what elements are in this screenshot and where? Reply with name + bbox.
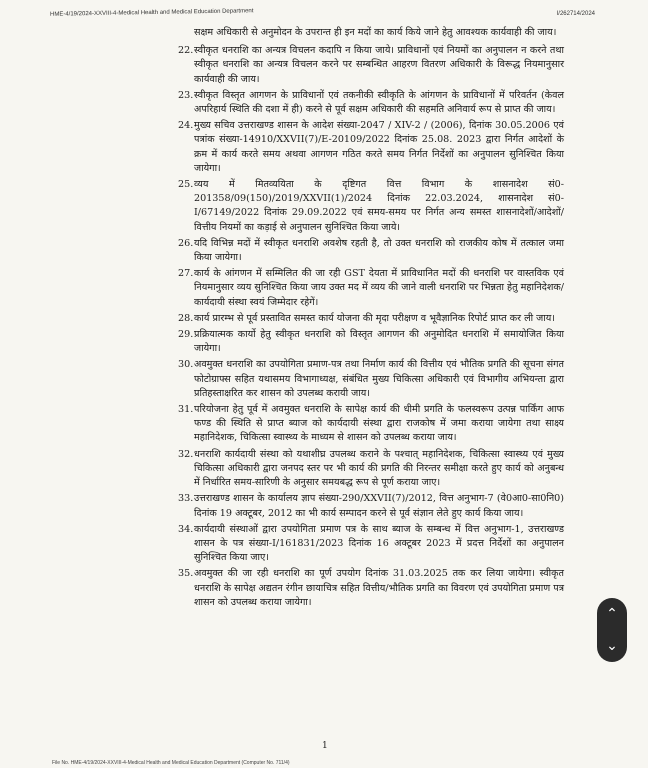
item-number: 22. bbox=[178, 45, 194, 57]
list-item bbox=[178, 492, 564, 520]
item-text: प्रक्रियात्मक कार्यो हेतु स्वीकृत धनराशि को विस्तृत आगणन की अनुमोदित धनराशि में समायोजित किया जायेगा। bbox=[194, 329, 564, 355]
list-item bbox=[178, 237, 564, 265]
item-number: 35. bbox=[178, 568, 194, 580]
item-text: मुख्य सचिव उत्तराखण्ड शासन के आदेश संख्या-2047 / XIV-2 / (2006), दिनांक 30.05.2006 एवं पत्रांक संख्या-14910/XXVII(7)/E-20109/2022 दिनांक 25.08. 2023 द्वारा निर्गत आदेशों के क्रम में कार्य करते समय अथवा आगणन गठित करते समय निर्गत निर्देशों का अनुपालन सुनिश्चित किया जायेगा। bbox=[194, 120, 564, 174]
list-item bbox=[178, 448, 564, 491]
item-number: 24. bbox=[178, 120, 194, 132]
item-text: कार्य प्रारम्भ से पूर्व प्रस्तावित समस्त कार्य योजना की मृदा परीक्षण व भूवैज्ञानिक रिपोर्ट प्राप्त कर ली जाय। bbox=[194, 312, 555, 324]
intro-paragraph: सक्षम अधिकारी से अनुमोदन के उपरान्त ही इन मदों का कार्य किये जाने हेतु आवश्यक कार्यवाही की जाय। bbox=[194, 27, 557, 38]
page-footer: File No. HME-4/19/2024-XXVIII-4-Medical Health and Medical Education Department (Computer No. 711/4) bbox=[52, 760, 290, 766]
item-text: अवमुक्त धनराशि का उपयोगिता प्रमाण-पत्र तथा निर्माण कार्य की वित्तीय एवं भौतिक प्रगति की सूचना संगत फोटोग्राफ्स सहित यथासमय विभागाध्यक्ष, संबंधित मुख्य चिकित्सा अधिकारी एवं विभागीय अभियन्ता द्वारा प्रतिहस्ताक्षरित कर शासन को उपलब्ध करायी जाय। bbox=[194, 359, 564, 399]
item-number: 33. bbox=[178, 493, 194, 505]
list-item bbox=[178, 328, 564, 356]
page-header bbox=[50, 8, 595, 20]
numbered-list bbox=[178, 44, 564, 610]
file-reference: HME-4/19/2024-XXVIII-4-Medical Health and Medical Education Department bbox=[50, 8, 254, 18]
item-text: यदि विभिन्न मदों में स्वीकृत धनराशि अवशेष रहती है, तो उक्त धनराशि को राजकीय कोष में तत्काल जमा किया जायेगा। bbox=[194, 237, 564, 264]
item-text: कार्यदायी संस्थाओं द्वारा उपयोगिता प्रमाण पत्र के साथ ब्याज के सम्बन्ध में वित्त अनुभाग-1, उत्तराखण्ड शासन के पत्र संख्या-I/161831/2023 दिनांक 16 अक्टूबर 2023 में प्रदत्त निर्देशों का अनुपालन सुनिश्चित किया जाए। bbox=[194, 523, 564, 564]
item-text: परियोजना हेतु पूर्व में अवमुक्त धनराशि के सापेक्ष कार्य की धीमी प्रगति के फलस्वरूप उत्पन्न पार्किंग आफ फण्ड की स्थिति से प्राप्त ब्याज को कार्यदायी संस्था द्वारा राजकोष में जमा कराया जायेगा तथा साक्ष्य महानिदेशक, चिकित्सा स्वास्थ्य के माध्यम से शासन को उपलब्ध कराया जाय। bbox=[194, 404, 564, 444]
item-number: 25. bbox=[178, 179, 194, 191]
item-number: 26. bbox=[178, 237, 194, 249]
list-item bbox=[178, 403, 564, 446]
list-item bbox=[178, 358, 564, 401]
item-number: 28. bbox=[178, 312, 194, 324]
chevron-up-icon: ⌃ bbox=[606, 606, 618, 622]
document-reference: I/262714/2024 bbox=[556, 11, 595, 17]
scroll-up-button[interactable] bbox=[597, 598, 627, 630]
chevron-down-icon: ⌄ bbox=[606, 638, 618, 654]
item-text: व्यय में मितव्ययिता के दृष्टिगत वित्त विभाग के शासनादेश सं0-201358/09(150)/2019/XXVII(1)/2024 दिनांक 22.03.2024, शासनादेश सं0- I/67149/2022 दिनांक 29.09.2022 एवं समय-समय पर निर्गत अन्य समस्त शासनादेशों/आदेशों/वित्तीय नियमों का कड़ाई से अनुपालन सुनिश्चित किया जाये। bbox=[194, 179, 564, 233]
item-text: कार्य के आंगणन में सम्मिलित की जा रही GST देयता में प्राविधानित मदों की धनराशि पर वास्तविक एवं नियमानुसार व्यय सुनिश्चित किया जाय उक्त मद में व्यय की जाने वाली धनराशि पर भिन्नता हेतु महानिदेशक/कार्यदायी संस्था स्वयं जिम्मेदार रहेगें। bbox=[194, 268, 564, 308]
item-number: 30. bbox=[178, 359, 194, 371]
item-number: 32. bbox=[178, 448, 194, 460]
list-item bbox=[178, 44, 564, 87]
list-item bbox=[178, 312, 564, 326]
list-item bbox=[178, 178, 564, 235]
list-item bbox=[178, 567, 564, 610]
item-text: स्वीकृत धनराशि का अन्यत्र विचलन कदापि न किया जाये। प्राविधानों एवं नियमों का अनुपालन न करने तथा स्वीकृत धनराशि का अन्यत्र विचलन करने पर सम्बन्धित आहरण वितरण अधिकारी के विरूद्ध नियमानुसार कार्यवाही की जाय। bbox=[194, 45, 564, 85]
scroll-down-button[interactable] bbox=[597, 630, 627, 662]
item-number: 34. bbox=[178, 523, 194, 535]
document-body bbox=[178, 26, 564, 612]
list-item bbox=[178, 89, 564, 117]
item-text: उत्तराखण्ड शासन के कार्यालय ज्ञाप संख्या-290/XXVII(7)/2012, वित्त अनुभाग-7 (वे0आ0-सा0नि0) दिनांक 19 अक्टूबर, 2012 का भी कार्य सम्पादन करने से पूर्व संज्ञान लेते हुए कार्य किया जाय। bbox=[194, 493, 564, 519]
item-text: अवमुक्त की जा रही धनराशि का पूर्ण उपयोग दिनांक 31.03.2025 तक कर लिया जायेगा। स्वीकृत धनराशि के सापेक्ष अद्यतन रंगीन छायाचित्र सहित वित्तीय/भौतिक प्रगति का विवरण एवं उपयोगिता प्रमाण पत्र शासन को उपलब्ध कराया जायेगा। bbox=[194, 568, 564, 608]
item-number: 29. bbox=[178, 329, 194, 341]
list-item bbox=[178, 523, 564, 566]
item-number: 27. bbox=[178, 268, 194, 280]
item-text: स्वीकृत विस्तृत आगणन के प्राविधानों एवं तकनीकी स्वीकृति के आंगणन के प्राविधानों में परिवर्तन (केवल अपरिहार्य स्थिति की दशा में ही) करने से पूर्व सक्षम अधिकारी की सहमति अनिवार्य रूप से प्राप्त की जाय। bbox=[194, 89, 564, 116]
item-number: 31. bbox=[178, 404, 194, 416]
page-number: 1 bbox=[322, 741, 328, 751]
item-text: धनराशि कार्यदायी संस्था को यथाशीघ्र उपलब्ध कराने के पश्चात् महानिदेशक, चिकित्सा स्वास्थ्य एवं मुख्य चिकित्सा अधिकारी द्वारा जनपद स्तर पर भी कार्य की प्रगति की निरन्तर समीक्षा करते हुए कार्य को अनुबन्ध में निर्धारित समय-सारिणी के अनुसार समयबद्ध रूप से पूर्ण कराया जाए। bbox=[194, 448, 564, 489]
item-number: 23. bbox=[178, 89, 194, 101]
list-item bbox=[178, 119, 564, 176]
list-item bbox=[178, 267, 564, 310]
